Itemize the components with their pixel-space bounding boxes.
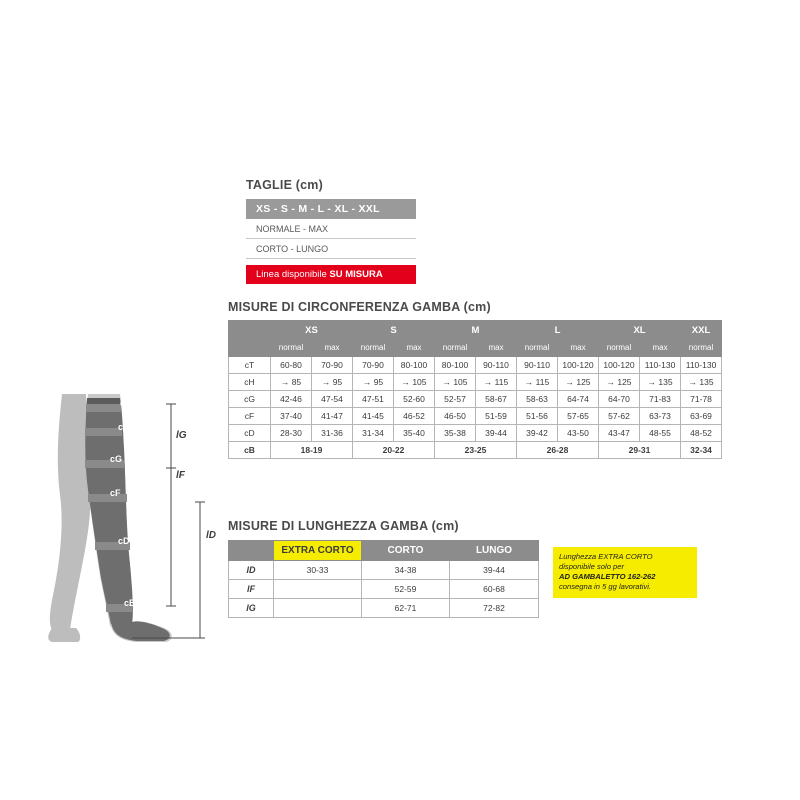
cell: → 135: [681, 374, 722, 391]
note-line-4: consegna in 5 gg lavorativi.: [559, 582, 652, 592]
note-line-2: disponibile solo per: [559, 562, 625, 572]
circumference-row-label-cd: cD: [229, 425, 271, 442]
back-leg-shape: [50, 394, 91, 630]
note-line-1: Lunghezza EXTRA CORTO: [559, 552, 653, 561]
circumference-sub-xs-normal: normal: [271, 341, 312, 357]
circumference-sub-l-normal: normal: [517, 341, 558, 357]
length-title: MISURE DI LUNGHEZZA GAMBA (cm): [228, 519, 459, 533]
cell: 35-40: [394, 425, 435, 442]
cell: 63-73: [640, 408, 681, 425]
cell: 20-22: [353, 442, 435, 459]
sizes-title: TAGLIE (cm): [246, 178, 323, 192]
cell: 35-38: [435, 425, 476, 442]
table-row: [229, 408, 722, 425]
cell: 32-34: [681, 442, 722, 459]
cell: 60-80: [271, 357, 312, 374]
cell: 47-51: [353, 391, 394, 408]
cell: 43-47: [599, 425, 640, 442]
circumference-sub-xl-normal: normal: [599, 341, 640, 357]
circumference-block: [228, 300, 717, 459]
table-row: [229, 599, 539, 618]
cell: [274, 599, 362, 618]
cell: 18-19: [271, 442, 353, 459]
cell: → 125: [558, 374, 599, 391]
cell: 48-55: [640, 425, 681, 442]
cell: 58-63: [517, 391, 558, 408]
circumference-row-label-ch: cH: [229, 374, 271, 391]
table-row: [229, 391, 722, 408]
cell: 31-34: [353, 425, 394, 442]
circumference-row-label-cf: cF: [229, 408, 271, 425]
length-header-row: [229, 541, 539, 561]
figure-label-cG: cG: [110, 454, 123, 464]
table-row: [229, 374, 722, 391]
figure-label-cF: cF: [110, 488, 121, 498]
cell: → 95: [312, 374, 353, 391]
circumference-header-m: M: [435, 321, 517, 341]
back-foot-shape: [48, 628, 80, 642]
cell: → 135: [640, 374, 681, 391]
cell: 52-59: [362, 580, 450, 599]
circumference-header-xl: XL: [599, 321, 681, 341]
cell: 46-50: [435, 408, 476, 425]
cell: 37-40: [271, 408, 312, 425]
circumference-sub-xl-max: max: [640, 341, 681, 357]
circumference-header-l: L: [517, 321, 599, 341]
cell: 39-42: [517, 425, 558, 442]
circumference-header-xxl: XXL: [681, 321, 722, 341]
cell: → 105: [435, 374, 476, 391]
cell: 64-74: [558, 391, 599, 408]
cell: 31-36: [312, 425, 353, 442]
circumference-header-s: S: [353, 321, 435, 341]
length-header-extra-corto: EXTRA CORTO: [274, 541, 362, 561]
cell: 52-57: [435, 391, 476, 408]
table-row: [229, 580, 539, 599]
cell: 60-68: [450, 580, 539, 599]
extra-corto-note: [553, 547, 697, 598]
sizes-block: [246, 178, 546, 284]
figure-brace-label-lG: lG: [176, 430, 187, 441]
cell: 39-44: [476, 425, 517, 442]
cell: 57-65: [558, 408, 599, 425]
circumference-table: [228, 320, 722, 459]
cell: 90-110: [476, 357, 517, 374]
cell: → 85: [271, 374, 312, 391]
figure-brace-label-lF: lF: [176, 470, 185, 481]
ring-cF: [88, 494, 127, 502]
circumference-sub-l-max: max: [558, 341, 599, 357]
cell: 70-90: [353, 357, 394, 374]
circumference-row-label-ct: cT: [229, 357, 271, 374]
circumference-sub-xs-max: max: [312, 341, 353, 357]
table-row: [229, 357, 722, 374]
cell: 110-130: [681, 357, 722, 374]
cell: 64-70: [599, 391, 640, 408]
cell: 48-52: [681, 425, 722, 442]
figure-label-cD: cD: [118, 536, 130, 546]
cell: 100-120: [558, 357, 599, 374]
ring-cH: [85, 428, 122, 436]
circumference-size-header-row: [229, 321, 722, 341]
custom-line-prefix: Linea disponibile: [256, 269, 330, 280]
custom-line-banner: [246, 265, 416, 284]
length-block: [228, 519, 538, 618]
cell: 46-52: [394, 408, 435, 425]
length-table: [228, 540, 539, 618]
cell: 71-83: [640, 391, 681, 408]
table-row: [229, 425, 722, 442]
circumference-corner-cell: [229, 321, 271, 341]
cell: 58-67: [476, 391, 517, 408]
cell: 34-38: [362, 561, 450, 580]
cell: → 115: [517, 374, 558, 391]
custom-line-strong: SU MISURA: [329, 269, 383, 280]
cell: → 105: [394, 374, 435, 391]
leg-diagram-svg: [40, 390, 240, 655]
cell: 52-60: [394, 391, 435, 408]
cell: 80-100: [435, 357, 476, 374]
table-row: [229, 561, 539, 580]
circumference-row-label-cg: cG: [229, 391, 271, 408]
cell: 47-54: [312, 391, 353, 408]
sizes-band: XS - S - M - L - XL - XXL: [246, 199, 416, 219]
cell: 70-90: [312, 357, 353, 374]
cell: 28-30: [271, 425, 312, 442]
length-table-body: [229, 561, 539, 618]
cell: [274, 580, 362, 599]
length-row-label-lf: lF: [229, 580, 274, 599]
figure-label-cB: cB: [124, 598, 136, 608]
cell: → 115: [476, 374, 517, 391]
cell: 41-47: [312, 408, 353, 425]
cell: 41-45: [353, 408, 394, 425]
cell: 63-69: [681, 408, 722, 425]
cell: 42-46: [271, 391, 312, 408]
circumference-title: MISURE DI CIRCONFERENZA GAMBA (cm): [228, 300, 491, 314]
leg-illustration: [40, 390, 240, 655]
circumference-table-body: [229, 357, 722, 459]
circumference-sub-m-max: max: [476, 341, 517, 357]
circumference-row-label-cb: cB: [229, 442, 271, 459]
table-row: [229, 442, 722, 459]
sizes-row-corto-lungo: CORTO - LUNGO: [246, 239, 416, 259]
cell: 71-78: [681, 391, 722, 408]
cell: 51-59: [476, 408, 517, 425]
circumference-sub-m-normal: normal: [435, 341, 476, 357]
ring-cT: [86, 404, 121, 412]
cell: 90-110: [517, 357, 558, 374]
cell: 26-28: [517, 442, 599, 459]
circumference-sub-corner: [229, 341, 271, 357]
figure-label-cH: cH: [118, 422, 130, 432]
cell: → 95: [353, 374, 394, 391]
length-header-lungo: LUNGO: [450, 541, 539, 561]
circumference-sub-header-row: [229, 341, 722, 357]
cell: 51-56: [517, 408, 558, 425]
cell: 43-50: [558, 425, 599, 442]
cell: 72-82: [450, 599, 539, 618]
cell: 57-62: [599, 408, 640, 425]
note-line-3: AD GAMBALETTO 162-262: [559, 572, 656, 582]
cell: 80-100: [394, 357, 435, 374]
circumference-sub-s-normal: normal: [353, 341, 394, 357]
length-row-label-ld: lD: [229, 561, 274, 580]
sizes-row-normale-max: NORMALE - MAX: [246, 219, 416, 239]
cell: 29-31: [599, 442, 681, 459]
circumference-header-xs: XS: [271, 321, 353, 341]
cell: 62-71: [362, 599, 450, 618]
cell: 23-25: [435, 442, 517, 459]
cell: 39-44: [450, 561, 539, 580]
length-row-label-lg: lG: [229, 599, 274, 618]
figure-brace-label-lD: lD: [206, 530, 216, 541]
circumference-sub-s-max: max: [394, 341, 435, 357]
length-header-corto: CORTO: [362, 541, 450, 561]
length-corner-cell: [229, 541, 274, 561]
cell: 30-33: [274, 561, 362, 580]
cell: 100-120: [599, 357, 640, 374]
figure-label-cT: cT: [120, 398, 131, 408]
cell: 110-130: [640, 357, 681, 374]
circumference-sub-xxl-normal: normal: [681, 341, 722, 357]
cell: → 125: [599, 374, 640, 391]
